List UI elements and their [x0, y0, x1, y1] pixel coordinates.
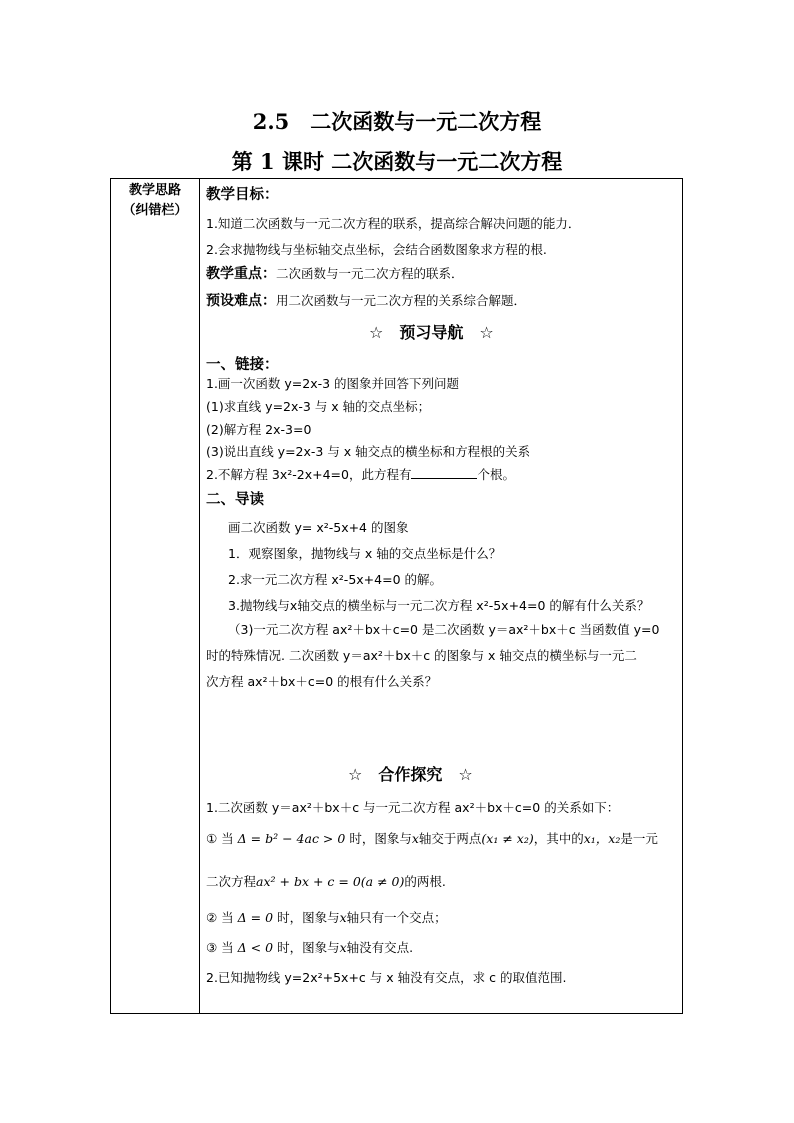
section-preview-heading: ☆ 预习导航 ☆: [369, 323, 494, 342]
coop-2-text2: 轴交于两点: [418, 831, 482, 846]
coop-4-tail: 轴只有一个交点；: [346, 910, 447, 925]
link-heading: 一、链接：: [206, 357, 279, 373]
coop-line-6: 2.已知抛物线 y=2x²+5x+c 与 x 轴没有交点，求 c 的取值范围.: [206, 970, 567, 985]
link-line-1: 1.画一次函数 y=2x-3 的图象并回答下列问题: [206, 376, 460, 391]
guide-line-6: 次方程 ax²＋bx＋c=0 的根有什么关系？: [206, 674, 438, 689]
link-line-4: (3)说出直线 y=2x-3 与 x 轴交点的横坐标和方程根的关系: [206, 444, 531, 459]
coop-line-3: [206, 872, 446, 890]
coop-line-5: [206, 938, 413, 956]
coop-line-2: [206, 829, 658, 847]
quadratic-equation-formula: ax² + bx + c = 0(a ≠ 0): [256, 874, 405, 889]
objectives-heading: 教学目标：: [206, 187, 279, 203]
sidebar-sublabel: （纠错栏）: [122, 203, 188, 218]
guide-line-4: （3)一元二次方程 ax²＋bx＋c=0 是二次函数 y＝ax²＋bx＋c 当函数值 y=0: [228, 622, 660, 637]
link-line-3: (2)解方程 2x-3=0: [206, 422, 312, 437]
coop-5-tail: 轴没有交点.: [346, 940, 414, 955]
key-point-label: 教学重点：: [206, 266, 276, 282]
coop-2-lead: ① 当: [206, 831, 234, 846]
coop-2-text3: ，其中的: [533, 831, 584, 846]
objective-1: 1.知道二次函数与一元二次方程的联系，提高综合解决问题的能力．: [206, 216, 581, 231]
coop-3-tail: 的两根.: [404, 874, 446, 889]
guide-line-0: 画二次函数 y= x²-5x+4 的图象: [228, 520, 409, 535]
link-line-5: [206, 465, 515, 483]
discriminant-formula: Δ = b² − 4ac > 0: [237, 831, 346, 846]
coop-4-text: 时，图象与: [277, 910, 340, 925]
answer-blank[interactable]: [411, 466, 477, 479]
difficulty-line: [206, 290, 526, 310]
delta-zero-formula: Δ = 0: [237, 910, 274, 925]
lesson-table: [110, 178, 683, 1014]
roots-condition: (x₁ ≠ x₂): [481, 831, 534, 846]
objective-2: 2.会求抛物线与坐标轴交点坐标，会结合函数图象求方程的根.: [206, 242, 547, 257]
coop-4-lead: ② 当: [206, 910, 234, 925]
section-coop-heading: ☆ 合作探究 ☆: [348, 765, 473, 784]
guide-line-3: 3.抛物线与x轴交点的横坐标与一元二次方程 x²-5x+4=0 的解有什么关系？: [228, 598, 650, 613]
lesson-title: 2.5 二次函数与一元二次方程: [252, 109, 542, 134]
lesson-subtitle: 第 1 课时 二次函数与一元二次方程: [231, 149, 563, 174]
coop-2-text4: 是一元: [620, 831, 658, 846]
column-divider: [199, 179, 200, 1013]
difficulty-label: 预设难点：: [206, 293, 276, 309]
link-line-2: (1)求直线 y=2x-3 与 x 轴的交点坐标；: [206, 399, 431, 414]
coop-5-lead: ③ 当: [206, 940, 234, 955]
link-line-5-text: 2.不解方程 3x²-2x+4=0，此方程有: [206, 467, 412, 482]
x-symbol: x: [411, 831, 419, 846]
key-point-line: [206, 263, 464, 283]
coop-5-text: 时，图象与: [277, 940, 340, 955]
coop-line-4: [206, 908, 447, 926]
link-line-5-suffix: 个根。: [477, 467, 515, 482]
roots-symbols: x₁，x₂: [583, 831, 621, 846]
sidebar-label: 教学思路: [128, 183, 181, 198]
guide-line-1: 1．观察图象，抛物线与 x 轴的交点坐标是什么？: [228, 546, 502, 561]
difficulty-text: 用二次函数与一元二次方程的关系综合解题．: [276, 293, 527, 308]
guide-heading: 二、导读: [206, 492, 264, 508]
coop-line-1: 1.二次函数 y＝ax²＋bx＋c 与一元二次方程 ax²＋bx＋c=0 的关系如下：: [206, 800, 620, 815]
delta-negative-formula: Δ < 0: [237, 940, 274, 955]
coop-3-lead: 二次方程: [206, 874, 257, 889]
x-symbol: x: [339, 910, 347, 925]
coop-2-text: 时，图象与: [349, 831, 412, 846]
sidebar-column: [111, 181, 199, 221]
guide-line-2: 2.求一元二次方程 x²-5x+4=0 的解。: [228, 572, 442, 587]
guide-line-5: 时的特殊情况. 二次函数 y＝ax²＋bx＋c 的图象与 x 轴交点的横坐标与一元二: [206, 648, 637, 663]
key-point-text: 二次函数与一元二次方程的联系．: [276, 266, 464, 281]
x-symbol: x: [339, 940, 347, 955]
